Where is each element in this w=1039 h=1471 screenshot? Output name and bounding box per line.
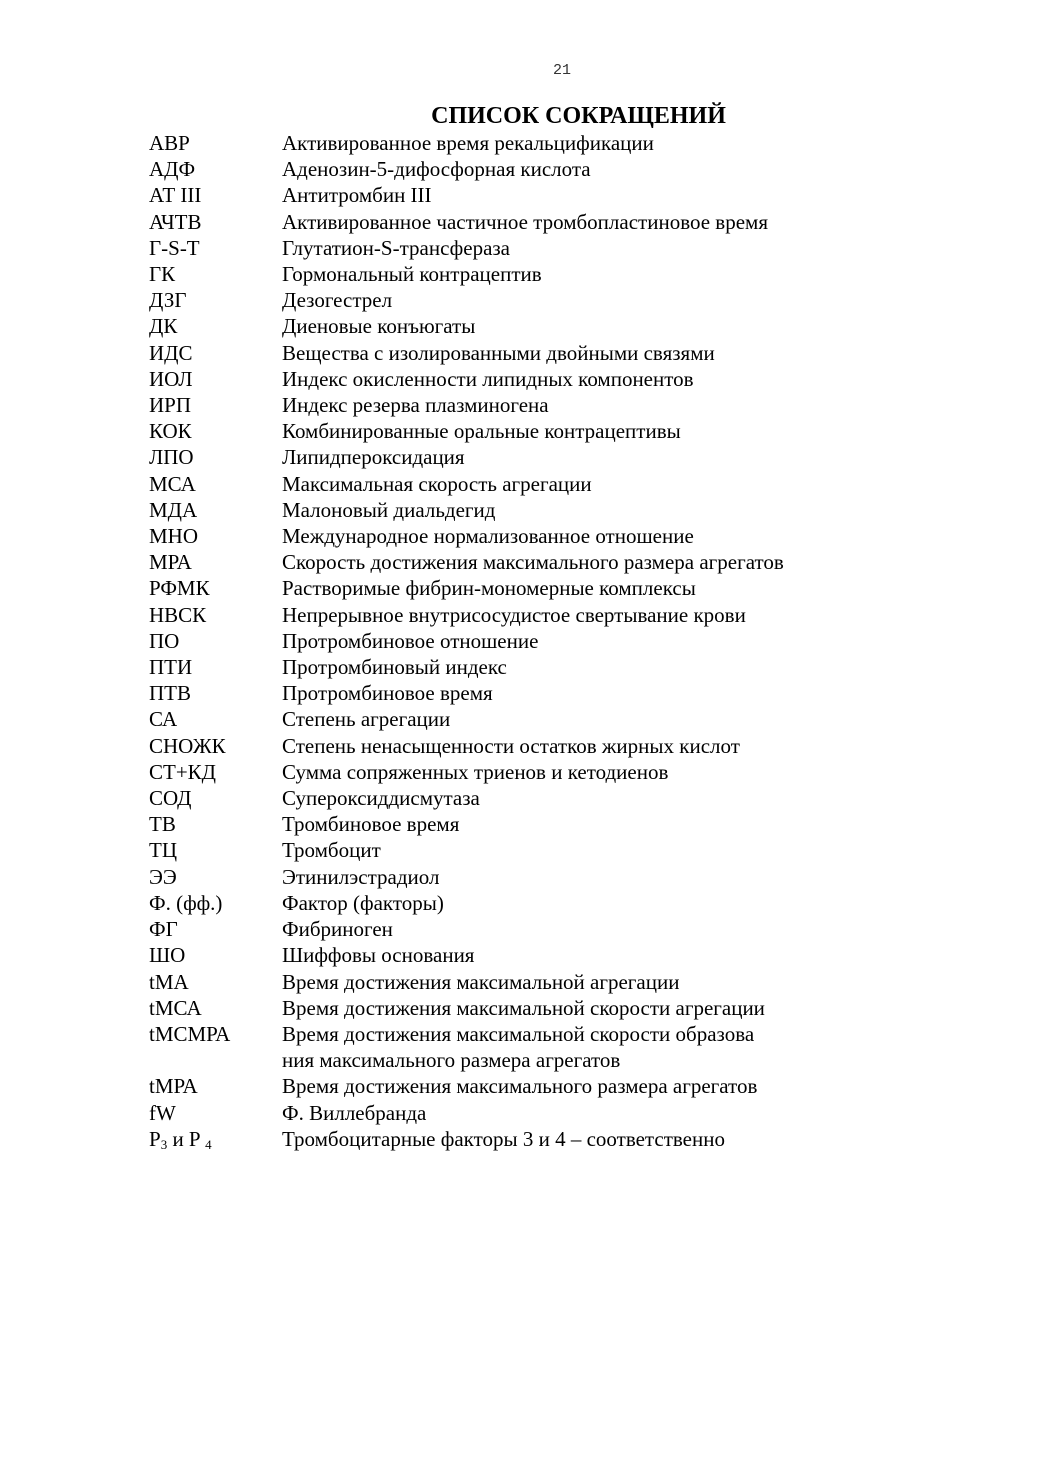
abbreviation-term: ГК — [149, 262, 176, 287]
abbreviation-term: РФМК — [149, 576, 210, 601]
abbreviation-term: АЧТВ — [149, 209, 202, 234]
abbreviation-definition — [282, 130, 999, 156]
abbreviation-definition — [282, 392, 999, 418]
definition-text: Сумма сопряженных триенов и кетодиенов — [282, 759, 669, 784]
abbreviation-term: ИОЛ — [149, 366, 193, 391]
abbreviation-term: ЛПО — [149, 445, 194, 470]
abbreviation-row — [149, 995, 999, 1021]
abbreviation-row — [149, 811, 999, 837]
abbreviation-definition — [282, 837, 999, 863]
definition-text: Время достижения максимального размера агрегатов — [282, 1074, 758, 1099]
abbreviation-term: ПТИ — [149, 655, 193, 680]
abbreviation-term: ШО — [149, 943, 186, 968]
definition-text: Индекс резерва плазминогена — [282, 393, 549, 418]
abbreviation-row — [149, 1100, 999, 1126]
definition-text: Дезогестрел — [282, 288, 393, 313]
definition-text: Международное нормализованное отношение — [282, 524, 694, 549]
abbreviation-term: МДА — [149, 497, 198, 522]
abbreviation-definition — [282, 969, 999, 995]
abbreviation-term: КОК — [149, 419, 192, 444]
abbreviation-term: СТ+КД — [149, 759, 217, 784]
abbreviation-definition: Тромбоцитарные факторы 3 и 4 – соответственно — [282, 1126, 725, 1151]
abbreviation-definition — [282, 1021, 999, 1073]
abbreviation-definition — [282, 864, 999, 890]
abbreviation-row — [149, 366, 999, 392]
page-number: 21 — [552, 62, 571, 79]
abbreviation-row — [149, 1021, 999, 1073]
abbreviation-definition — [282, 261, 999, 287]
definition-continuation: ния максимального размера агрегатов — [282, 1048, 621, 1073]
abbreviation-definition — [282, 287, 999, 313]
definition-text: Время достижения максимальной скорости образова — [282, 1021, 755, 1046]
definition-text: Малоновый диальдегид — [282, 497, 496, 522]
abbreviation-row — [149, 182, 999, 208]
abbreviation-row — [149, 497, 999, 523]
abbreviation-term: ТЦ — [149, 838, 177, 863]
abbreviation-definition — [282, 313, 999, 339]
abbreviation-row — [149, 837, 999, 863]
definition-text: Степень агрегации — [282, 707, 451, 732]
abbreviation-row — [149, 785, 999, 811]
abbreviation-definition — [282, 654, 999, 680]
abbreviation-definition — [282, 209, 999, 235]
abbreviation-definition — [282, 235, 999, 261]
abbreviation-row — [149, 916, 999, 942]
definition-text: Этинилэстрадиол — [282, 864, 440, 889]
abbreviation-term: СНОЖК — [149, 733, 226, 758]
abbreviation-term: ТВ — [149, 812, 176, 837]
abbreviation-term: СОД — [149, 786, 192, 811]
definition-text: Тромбоцит — [282, 838, 381, 863]
definition-text: Протромбиновое отношение — [282, 628, 539, 653]
abbreviation-row — [149, 235, 999, 261]
abbreviation-row — [149, 444, 999, 470]
abbreviation-term: $P_3$ и P $_4$ — [149, 1126, 212, 1152]
definition-text: Супероксиддисмутаза — [282, 786, 480, 811]
abbreviation-term: ПТВ — [149, 681, 191, 706]
abbreviation-row — [149, 969, 999, 995]
abbreviation-row — [149, 864, 999, 890]
abbreviation-term: ФГ — [149, 917, 178, 942]
abbreviation-term: ИДС — [149, 340, 193, 365]
abbreviation-definition — [282, 680, 999, 706]
abbreviation-row — [149, 890, 999, 916]
page-title: СПИСОК СОКРАЩЕНИЙ — [431, 103, 726, 129]
abbreviation-term: tМА — [149, 969, 189, 994]
definition-text: Индекс окисленности липидных компонентов — [282, 366, 694, 391]
definition-text: Степень ненасыщенности остатков жирных кислот — [282, 733, 740, 758]
abbreviation-row — [149, 680, 999, 706]
abbreviation-row — [149, 706, 999, 732]
abbreviation-row — [149, 261, 999, 287]
definition-text: Время достижения максимальной агрегации — [282, 969, 680, 994]
abbreviation-term: АВР — [149, 131, 190, 155]
definition-text: Комбинированные оральные контрацептивы — [282, 419, 681, 444]
definition-text: Растворимые фибрин-мономерные комплексы — [282, 576, 696, 601]
abbreviation-definition — [282, 916, 999, 942]
abbreviation-row — [149, 340, 999, 366]
abbreviation-term: tМСМРА — [149, 1021, 231, 1046]
abbreviation-definition — [282, 628, 999, 654]
definition-text: Ф. Виллебранда — [282, 1100, 427, 1125]
abbreviation-definition — [282, 182, 999, 208]
definition-text: Диеновые конъюгаты — [282, 314, 476, 339]
abbreviation-row — [149, 942, 999, 968]
definition-text: Тромбиновое время — [282, 812, 460, 837]
abbreviation-row — [149, 313, 999, 339]
abbreviation-definition — [282, 340, 999, 366]
abbreviation-term: СА — [149, 707, 178, 732]
abbreviation-definition — [282, 1073, 999, 1099]
definition-text: Шиффовы основания — [282, 943, 475, 968]
abbreviation-definition — [282, 418, 999, 444]
abbreviation-list — [149, 130, 999, 1152]
abbreviation-term: МНО — [149, 524, 199, 549]
abbreviation-term: ИРП — [149, 393, 192, 418]
abbreviation-definition — [282, 706, 999, 732]
definition-text: Аденозин-5-дифосфорная кислота — [282, 157, 591, 182]
abbreviation-row — [149, 209, 999, 235]
abbreviation-row — [149, 602, 999, 628]
abbreviation-term: Ф. (фф.) — [149, 890, 223, 915]
abbreviation-definition — [282, 523, 999, 549]
definition-text: Протромбиновый индекс — [282, 655, 507, 680]
definition-text: Активированное время рекальцификации — [282, 131, 654, 155]
abbreviation-term: АТ III — [149, 183, 202, 208]
abbreviation-row-platelet-factors — [149, 1126, 999, 1152]
abbreviation-term: МРА — [149, 550, 192, 575]
definition-text: Время достижения максимальной скорости агрегации — [282, 995, 765, 1020]
abbreviation-term: tМРА — [149, 1074, 198, 1099]
abbreviation-row — [149, 156, 999, 182]
abbreviation-term: ДК — [149, 314, 178, 339]
abbreviation-definition — [282, 1100, 999, 1126]
abbreviation-definition — [282, 785, 999, 811]
abbreviation-row — [149, 471, 999, 497]
abbreviation-row — [149, 523, 999, 549]
abbreviation-row — [149, 130, 999, 156]
abbreviation-definition — [282, 497, 999, 523]
abbreviation-term: Г-S-T — [149, 235, 200, 260]
abbreviation-term: МСА — [149, 471, 196, 496]
definition-text: Фибриноген — [282, 917, 393, 942]
abbreviation-row — [149, 1073, 999, 1099]
definition-text: Активированное частичное тромбопластиновое время — [282, 209, 768, 234]
abbreviation-definition — [282, 549, 999, 575]
definition-text: Максимальная скорость агрегации — [282, 471, 592, 496]
abbreviation-row — [149, 392, 999, 418]
definition-text: Непрерывное внутрисосудистое свертывание крови — [282, 602, 746, 627]
abbreviation-row — [149, 549, 999, 575]
definition-text: Гормональный контрацептив — [282, 262, 542, 287]
abbreviation-definition — [282, 759, 999, 785]
abbreviation-definition — [282, 471, 999, 497]
definition-text: Липидпероксидация — [282, 445, 465, 470]
abbreviation-row — [149, 654, 999, 680]
abbreviation-definition — [282, 942, 999, 968]
definition-text: Фактор (факторы) — [282, 890, 444, 915]
abbreviation-definition — [282, 602, 999, 628]
abbreviation-term: НВСК — [149, 602, 207, 627]
abbreviation-row — [149, 759, 999, 785]
abbreviation-row — [149, 733, 999, 759]
definition-text: Глутатион-S-трансфераза — [282, 235, 511, 260]
definition-text: Протромбиновое время — [282, 681, 493, 706]
abbreviation-row — [149, 628, 999, 654]
abbreviation-definition — [282, 156, 999, 182]
abbreviation-term: fW — [149, 1100, 176, 1125]
abbreviation-definition — [282, 890, 999, 916]
abbreviation-definition — [282, 733, 999, 759]
abbreviation-term: ЭЭ — [149, 864, 177, 889]
definition-text: Антитромбин III — [282, 183, 432, 208]
abbreviation-term: АДФ — [149, 157, 196, 182]
definition-text: Вещества с изолированными двойными связями — [282, 340, 715, 365]
abbreviation-definition — [282, 366, 999, 392]
definition-text: Скорость достижения максимального размера агрегатов — [282, 550, 784, 575]
abbreviation-row — [149, 287, 999, 313]
abbreviation-term: ДЗГ — [149, 288, 187, 313]
abbreviation-definition — [282, 444, 999, 470]
abbreviation-term: ПО — [149, 628, 180, 653]
abbreviation-term: tМСА — [149, 995, 202, 1020]
abbreviation-row — [149, 418, 999, 444]
abbreviation-definition — [282, 575, 999, 601]
abbreviation-definition — [282, 995, 999, 1021]
abbreviation-row — [149, 575, 999, 601]
abbreviation-definition — [282, 811, 999, 837]
